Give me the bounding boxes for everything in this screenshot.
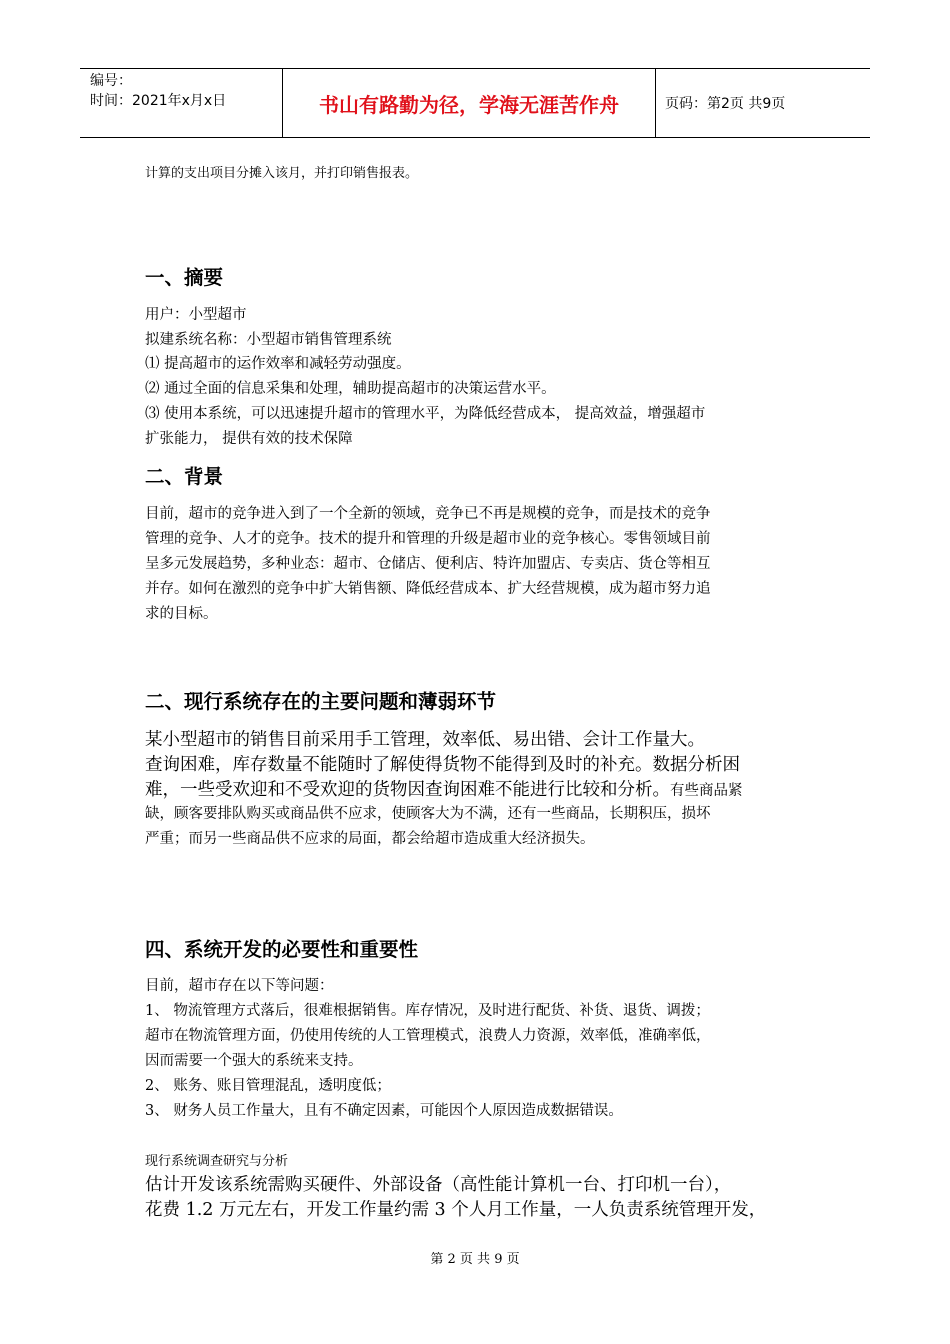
necessity-line: 2、 账务、账目管理混乱，透明度低；: [145, 1078, 391, 1094]
survey-title: 现行系统调查研究与分析: [145, 1154, 289, 1169]
header-meta: [80, 69, 283, 137]
necessity-line: 超市在物流管理方面，仍使用传统的人工管理模式，浪费人力资源，效率低，准确率低，: [145, 1028, 711, 1044]
abstract-line: 拟建系统名称：小型超市销售管理系统: [145, 332, 392, 348]
survey-line: 估计开发该系统需购买硬件、外部设备（高性能计算机一台、打印机一台），: [145, 1175, 732, 1195]
background-line: 目前，超市的竞争进入到了一个全新的领域，竞争已不再是规模的竞争，而是技术的竞争: [145, 506, 711, 522]
page-footer: 第 2 页 共 9 页: [430, 1252, 520, 1267]
time-label: 时间：2021年x月x日: [90, 93, 227, 109]
necessity-line: 因而需要一个强大的系统来支持。: [145, 1053, 363, 1069]
header-motto: 书山有路勤为径，学海无涯苦作舟: [283, 69, 656, 137]
abstract-heading: 一、摘要: [145, 266, 224, 289]
necessity-line: 1、 物流管理方式落后，很难根据销售。库存情况，及时进行配货、补货、退货、调拨；: [145, 1003, 710, 1019]
header-page-info: 页码：第2页 共9页: [665, 96, 786, 112]
background-line: 呈多元发展趋势，多种业态：超市、仓储店、便利店、特许加盟店、专卖店、货仓等相互: [145, 556, 711, 572]
problems-line: [145, 776, 743, 801]
necessity-line: 目前，超市存在以下等问题：: [145, 978, 334, 994]
intro-line: 计算的支出项目分摊入该月，并打印销售报表。: [145, 166, 419, 181]
survey-line: 花费 1.2 万元左右，开发工作量约需 3 个人月工作量，一人负责系统管理开发，: [145, 1200, 767, 1220]
abstract-line: ⑵ 通过全面的信息采集和处理，辅助提高超市的决策运营水平。: [145, 381, 556, 397]
problems-heading: 二、现行系统存在的主要问题和薄弱环节: [145, 690, 497, 713]
problems-line: 查询困难，库存数量不能随时了解使得货物不能得到及时的补充。数据分析困: [145, 755, 740, 775]
abstract-line: 用户：小型超市: [145, 307, 247, 323]
background-line: 求的目标。: [145, 606, 218, 622]
abstract-line: 扩张能力， 提供有效的技术保障: [145, 431, 353, 447]
problems-line: 严重；而另一些商品供不应求的局面，都会给超市造成重大经济损失。: [145, 831, 595, 847]
problems-line-tail: 有些商品紧: [670, 783, 743, 799]
necessity-heading: 四、系统开发的必要性和重要性: [145, 938, 419, 961]
abstract-line: ⑴ 提高超市的运作效率和减轻劳动强度。: [145, 356, 411, 372]
background-line: 并存。如何在激烈的竞争中扩大销售额、降低经营成本、扩大经营规模，成为超市努力追: [145, 581, 711, 597]
problems-line: 缺，顾客要排队购买或商品供不应求，使顾客大为不满，还有一些商品，长期积压，损坏: [145, 806, 711, 822]
abstract-line: ⑶ 使用本系统，可以迅速提升超市的管理水平，为降低经营成本， 提高效益，增强超市: [145, 406, 706, 422]
problems-line: 某小型超市的销售目前采用手工管理，效率低、易出错、会计工作量大。: [145, 730, 705, 750]
problems-line-big: 难，一些受欢迎和不受欢迎的货物因查询困难不能进行比较和分析。: [145, 780, 670, 800]
background-line: 管理的竞争、人才的竞争。技术的提升和管理的升级是超市业的竞争核心。零售领域目前: [145, 531, 711, 547]
page-header: [80, 68, 870, 138]
background-heading: 二、背景: [145, 465, 224, 488]
necessity-line: 3、 财务人员工作量大，且有不确定因素，可能因个人原因造成数据错误。: [145, 1103, 623, 1119]
number-label: 编号：: [90, 73, 132, 89]
